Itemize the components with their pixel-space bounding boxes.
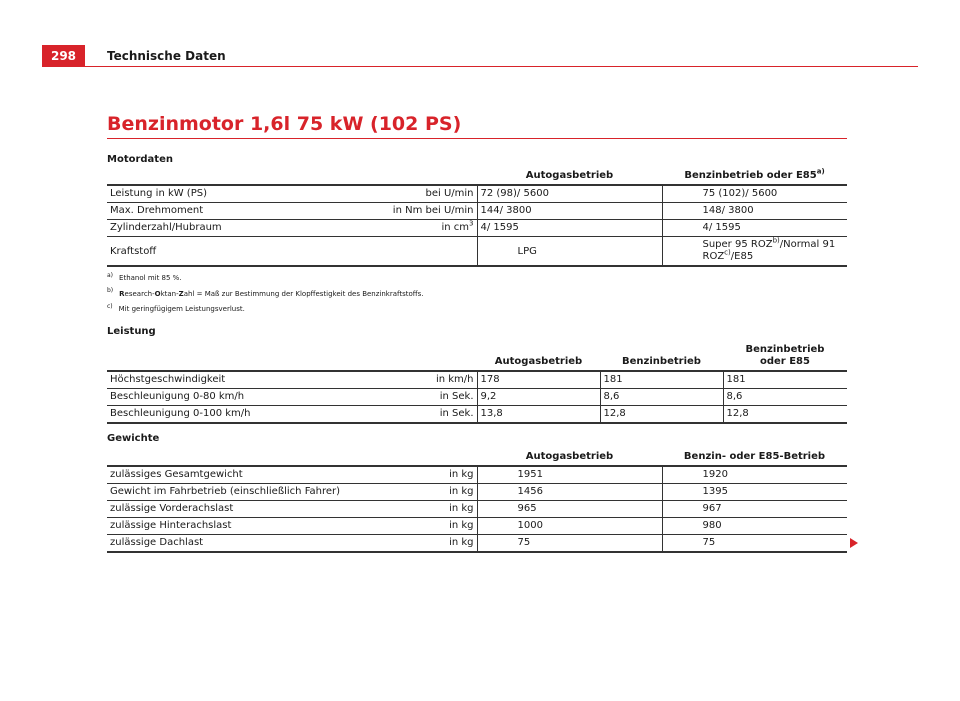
column-header: Benzinbetrieb oder E85$^{a)}$ (684, 167, 825, 181)
column-header: Autogasbetrieb (525, 451, 614, 462)
section-label-leistung: Leistung (107, 326, 156, 337)
row-label: Zylinderzahl/Hubraum in $cm^3$ (107, 220, 477, 237)
table-cell: 148/ 3800 (702, 205, 754, 216)
table-cell: 75 (702, 537, 716, 548)
table-cell: 4/ 1595 (702, 222, 741, 233)
table-cell: 8,6 (726, 391, 743, 402)
footnotes (107, 271, 423, 318)
row-label: Kraftstoff (107, 237, 477, 267)
row-unit: in kg (449, 469, 474, 480)
row-unit: in kg (449, 537, 474, 548)
footnote: $^{c)}$ Mit geringfügigem Leistungsverlust. (107, 302, 245, 313)
row-unit: in Sek. (439, 391, 474, 402)
table-row (107, 237, 847, 267)
header-empty (107, 451, 477, 466)
continue-arrow-icon (850, 538, 858, 548)
section-label-gewichte: Gewichte (107, 433, 160, 444)
column-header: Benzinbetrieb oder E85 (745, 344, 825, 367)
header-empty (107, 170, 477, 185)
row-label: Höchstgeschwindigkeit in km/h (107, 371, 477, 389)
table-cell: Super 95 ROZ$^{b)}$/Normal 91 ROZ$^{c)}$/E85 (702, 236, 836, 262)
row-unit: in kg (449, 503, 474, 514)
table-row (107, 518, 847, 535)
row-label: zulässige Vorderachslast in kg (107, 501, 477, 518)
table-cell: 13,8 (477, 406, 600, 424)
row-unit: in Nm bei U/min (392, 205, 474, 216)
row-label: Beschleunigung 0-80 km/h in Sek. (107, 389, 477, 406)
table-cell: 8,6 (600, 389, 723, 406)
table-header-row (107, 344, 847, 371)
page-title: Benzinmotor 1,6l 75 kW (102 PS) (107, 113, 462, 135)
table-cell: 181 (600, 371, 723, 389)
row-unit: in Sek. (439, 408, 474, 419)
table-row (107, 220, 847, 237)
row-label: zulässiges Gesamtgewicht in kg (107, 466, 477, 484)
table-row (107, 203, 847, 220)
gewichte-table (107, 451, 847, 553)
row-unit: in km/h (435, 374, 474, 385)
row-label: zulässige Hinterachslast in kg (107, 518, 477, 535)
table-cell: 181 (726, 374, 746, 385)
row-label: Leistung in kW (PS) bei U/min (107, 185, 477, 203)
table-row (107, 185, 847, 203)
table-cell: 1395 (702, 486, 728, 497)
row-label: zulässige Dachlast in kg (107, 535, 477, 553)
row-unit: bei U/min (425, 188, 474, 199)
table-row (107, 371, 847, 389)
table-cell: 1000 (477, 518, 662, 535)
header-empty (107, 344, 477, 371)
row-label: Max. Drehmoment in Nm bei U/min (107, 203, 477, 220)
table-row (107, 484, 847, 501)
table-row (107, 535, 847, 553)
table-cell: 178 (477, 371, 600, 389)
table-row (107, 501, 847, 518)
row-unit: in $cm^3$ (441, 219, 474, 233)
table-cell: 980 (702, 520, 722, 531)
table-cell: 75 (102)/ 5600 (702, 188, 778, 199)
table-cell: 965 (477, 501, 662, 518)
section-label-motordaten: Motordaten (107, 154, 173, 165)
table-cell: 12,8 (600, 406, 723, 424)
column-header: Autogasbetrieb (525, 170, 614, 181)
table-cell: 144/ 3800 (477, 203, 662, 220)
table-header-row (107, 170, 847, 185)
footnote: $^{a)}$ Ethanol mit 85 %. (107, 271, 182, 282)
column-header: Benzin- oder E85-Betrieb (683, 451, 826, 462)
table-cell: 9,2 (477, 389, 600, 406)
header-rule (85, 66, 918, 67)
row-unit: in kg (449, 486, 474, 497)
table-cell: LPG (477, 237, 662, 267)
column-header: Benzinbetrieb (622, 356, 701, 367)
table-cell: 1920 (702, 469, 728, 480)
table-header-row (107, 451, 847, 466)
row-label: Beschleunigung 0-100 km/h in Sek. (107, 406, 477, 424)
table-row (107, 466, 847, 484)
motordaten-table (107, 167, 847, 267)
title-rule (107, 138, 847, 139)
table-cell: 1951 (477, 466, 662, 484)
row-label: Gewicht im Fahrbetrieb (einschließlich Fahrer) in kg (107, 484, 477, 501)
table-row (107, 389, 847, 406)
table-cell: 12,8 (726, 408, 749, 419)
table-cell: 967 (702, 503, 722, 514)
header-title: Technische Daten (107, 49, 226, 63)
table-cell: 75 (477, 535, 662, 553)
table-row (107, 406, 847, 424)
row-unit: in kg (449, 520, 474, 531)
table-cell: 1456 (477, 484, 662, 501)
leistung-table (107, 344, 847, 424)
column-header: Autogasbetrieb (494, 356, 583, 367)
footnote: $^{b)}$ Research-Oktan-Zahl = Maß zur Bestimmung der Klopffestigkeit des Benzinkraftstoffs. (107, 287, 424, 298)
table-cell: 4/ 1595 (477, 220, 662, 237)
page-number: 298 (42, 45, 85, 67)
table-cell: 72 (98)/ 5600 (477, 185, 662, 203)
